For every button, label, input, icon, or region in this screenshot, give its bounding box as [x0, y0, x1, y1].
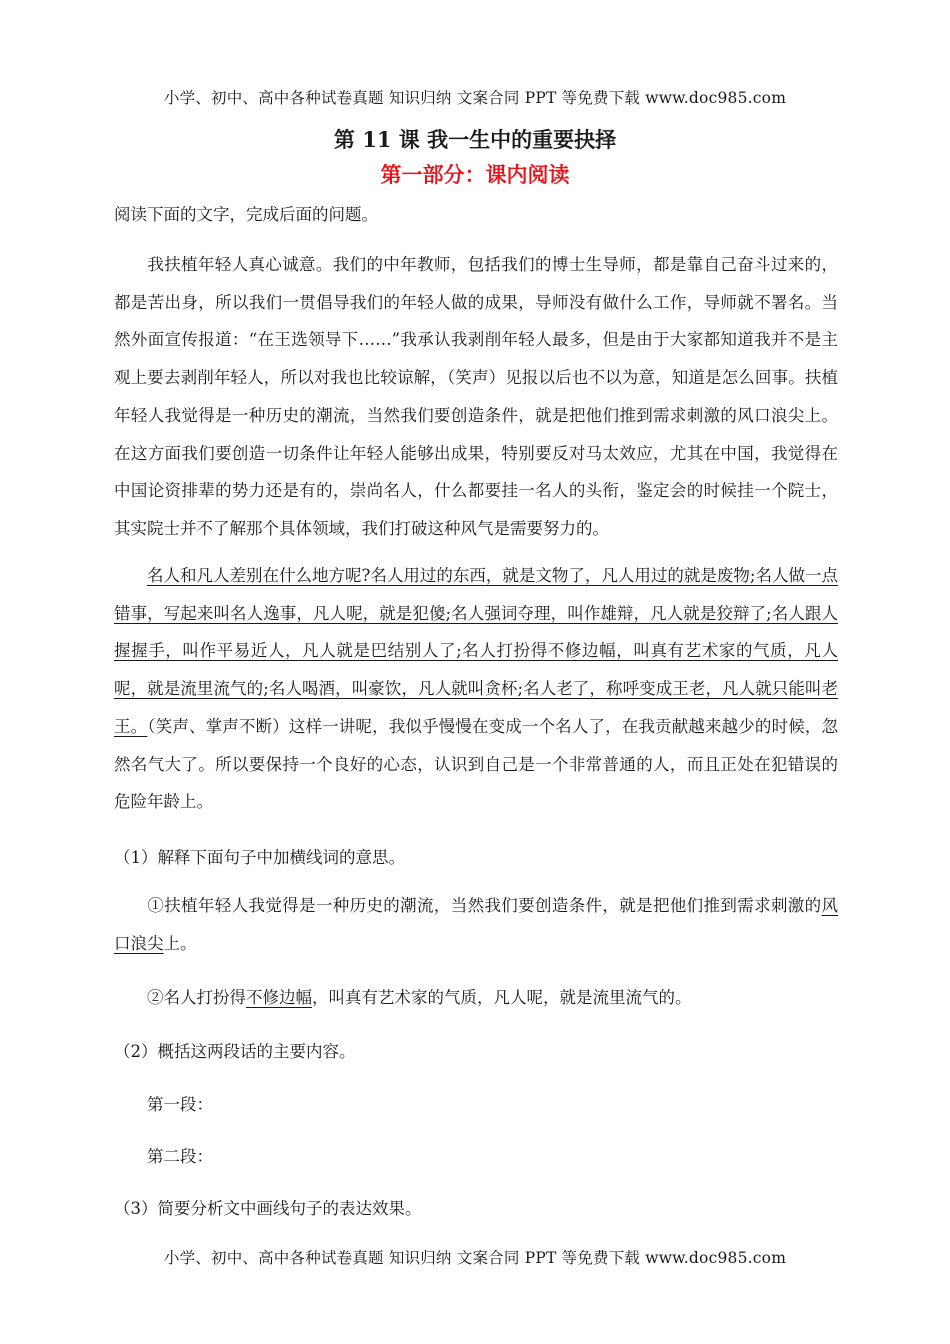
- question-3: （3）简要分析文中画线句子的表达效果。: [114, 1199, 422, 1218]
- passage-paragraph-1: [114, 246, 838, 548]
- question-2-second-paragraph: 第二段：: [147, 1147, 213, 1166]
- q1-item1-text: ①扶植年轻人我觉得是一种历史的潮流，当然我们要创造条件，就是把他们推到需求刺激的: [147, 896, 822, 915]
- underlined-sentences: 名人和凡人差别在什么地方呢?名人用过的东西，就是文物了，凡人用过的就是废物;名人做一点错事，写起来叫名人逸事，凡人呢，就是犯傻;名人强词夺理，叫作雄辩，凡人就是狡辩了;名人跟人握握手，叫作平易近人，凡人就是巴结别人了;名人打扮得不修边幅，叫真有艺术家的气质，凡人呢，就是流里流气的;名人喝酒，叫豪饮，凡人就叫贪杯;名人老了，称呼变成王老，凡人就只能叫老王。: [114, 566, 838, 736]
- q1-item1-end: 上。: [163, 933, 197, 953]
- q1-item2-text: ②名人打扮得: [147, 988, 246, 1007]
- passage-paragraph-2: [114, 557, 838, 821]
- question-1: （1）解释下面句子中加横线词的意思。: [114, 848, 405, 867]
- paragraph-1-text: 我扶植年轻人真心诚意。我们的中年教师，包括我们的博士生导师，都是靠自己奋斗过来的，都是苦出身，所以我们一贯倡导我们的年轻人做的成果，导师没有做什么工作，导师就不署名。当然外面宣传报道：“在王选领导下……”我承认我剥削年轻人最多，但是由于大家都知道我并不是主观上要去剥削年轻人，所以对我也比较谅解，（笑声）见报以后也不以为意，知道是怎么回事。扶植年轻人我觉得是一种历史的潮流，当然我们要创造条件，就是把他们推到需求刺激的风口浪尖上。在这方面我们要创造一切条件让年轻人能够出成果，特别要反对马太效应，尤其在中国，我觉得在中国论资排辈的势力还是有的，崇尚名人，什么都要挂一名人的头衔，鉴定会的时候挂一个院士，其实院士并不了解那个具体领域，我们打破这种风气是需要努力的。: [114, 255, 838, 538]
- question-1-item-1: [114, 887, 838, 962]
- section-subtitle: 第一部分：课内阅读: [380, 162, 570, 187]
- q1-item2-end: ，叫真有艺术家的气质，凡人呢，就是流里流气的。: [312, 988, 692, 1007]
- lesson-title: 第 11 课 我一生中的重要抉择: [333, 127, 617, 152]
- question-2-first-paragraph: 第一段：: [147, 1095, 213, 1114]
- question-2: （2）概括这两段话的主要内容。: [114, 1042, 356, 1061]
- question-1-item-2: [114, 984, 692, 1008]
- page-footer: 小学、初中、高中各种试卷真题 知识归纳 文案合同 PPT 等免费下载 www.doc985.com: [163, 1249, 787, 1267]
- q1-item2-underlined-word: 不修边幅: [246, 988, 312, 1007]
- instruction: 阅读下面的文字，完成后面的问题。: [114, 205, 378, 224]
- page-header: 小学、初中、高中各种试卷真题 知识归纳 文案合同 PPT 等免费下载 www.doc985.com: [163, 89, 787, 107]
- paragraph-2-rest: （笑声、掌声不断）这样一讲呢，我似乎慢慢在变成一个名人了，在我贡献越来越少的时候，忽然名气大了。所以要保持一个良好的心态，认识到自己是一个非常普通的人，而且正处在犯错误的危险年龄上。: [114, 716, 839, 812]
- q1-item1-underlined-word: 风口浪尖: [114, 896, 838, 953]
